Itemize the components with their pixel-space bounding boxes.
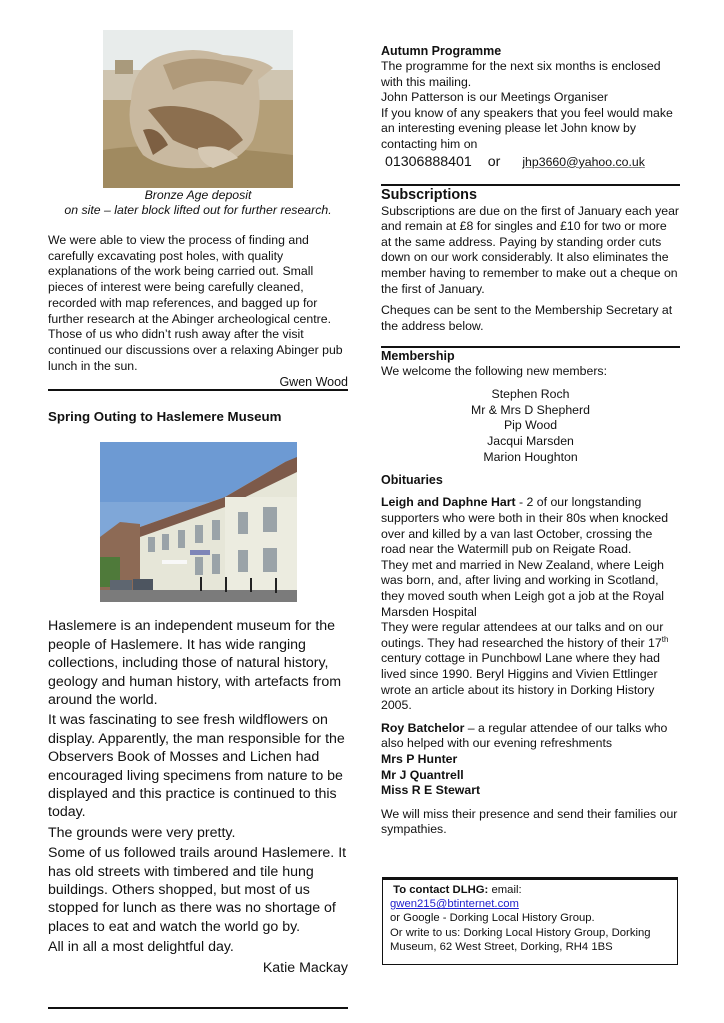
obituary-roy [381,721,680,752]
obituary-name: Roy Batchelor [381,720,465,735]
obituary-text: – a regular attendee of our talks who also helped with our evening refreshments [381,720,668,751]
outing-paragraph-4: Some of us followed trails around Haslemere. It has old streets with timbered and tile hung buildings. Others shopped, but most of us stopped for lunch as there was no shortage of places to eat and watch the world go by. [48,845,347,935]
autumn-line-3: If you know of any speakers that you feel would make an interesting evening please let John know by contacting him on [381,105,673,151]
subscriptions-text: Subscriptions are due on the first of January each year and remain at £8 for singles and £10 for two or more at the same address. Paying by standing order cuts down on our work considerably. It also eliminates the member having to remember to make out a cheque on the first of January. [381,203,680,296]
bottom-divider [48,1007,348,1009]
obituary-name: Mrs P Hunter [381,751,458,766]
left-column [48,30,348,1009]
or-text: or [487,153,501,170]
obituary-hart-bio: They met and married in New Zealand, where Leigh was born, and, after living and working in Scotland, they moved south when Leigh got a job at the Royal Marsden Hospital [381,557,665,619]
member-name: Pip Wood [503,418,558,433]
outing-paragraph-3: The grounds were very pretty. [48,824,236,841]
excavation-paragraph: We were able to view the process of finding and carefully excavating post holes, with quality explanations of the work being carried out. Small pieces of interest were being carefully cleaned, recorded with map references, and bagged up for further research at the Abinger archeological centre. Those of us who didn’t rush away after the visit continued our discussions over a relaxing Abinger pub lunch in the sun. [48,233,343,373]
excavation-author: Gwen Wood [279,375,348,390]
google-text: or Google - Dorking Local History Group. [390,912,595,925]
photo-caption-line2: on site – later block lifted out for further research. [64,203,332,217]
obituary-name: Mr J Quantrell [381,767,464,782]
subscriptions-heading: Subscriptions [381,186,477,203]
outing-heading: Spring Outing to Haslemere Museum [48,409,282,425]
section-divider [381,184,680,186]
contact-row [381,154,680,170]
organiser-email-link[interactable]: jhp3660@yahoo.co.uk [522,154,645,169]
cheques-text: Cheques can be sent to the Membership Secretary at the address below. [381,303,673,333]
membership-heading: Membership [381,349,455,364]
obituary-name: Miss R E Stewart [381,783,481,798]
member-name: Stephen Roch [491,386,570,401]
section-divider [48,389,348,391]
obituary-hart [381,495,680,557]
outing-paragraph-2: It was fascinating to see fresh wildflowers on display. Apparently, the man responsible for the Observers Book of Mosses and Lichen had encouraged living specimens from nature to be displayed and this practice is continued to this today. [48,712,345,821]
obituary-text: - 2 of our longstanding supporters who were both in their 80s when knocked over and killed by a van last October, crossing the road near the Watermill pub on Reigate Road. [381,495,669,557]
contact-label: To contact DLHG: [393,884,489,896]
dlhg-email-link[interactable]: gwen215@btinternet.com [390,898,519,911]
section-divider [381,346,680,348]
email-label: email: [488,884,522,896]
member-name: Jacqui Marsden [487,434,574,449]
ordinal-suffix: th [661,634,669,644]
obituary-text: They were regular attendees at our talks and on our outings. They had researched the history of their 17 [381,620,664,650]
bronze-age-deposit-photo [103,30,293,188]
obituary-text: century cottage in Punchbowl Lane where they had lived since 1990. Beryl Higgins and Vivien Ettlinger wrote an article about its history in Dorking History 2005. [381,651,660,713]
autumn-line-1: The programme for the next six months is enclosed with this mailing. [381,59,661,89]
contact-box [382,877,678,965]
new-members-list [381,387,680,466]
autumn-line-2: John Patterson is our Meetings Organiser [381,90,608,105]
obituary-name: Leigh and Daphne Hart [381,495,516,510]
postal-address: Or write to us: Dorking Local History Group, Dorking Museum, 62 West Street, Dorking, RH4 1BS [390,926,651,953]
haslemere-museum-photo [100,442,297,602]
autumn-heading: Autumn Programme [381,44,502,58]
obituary-hart-history [381,620,680,714]
photo-caption-line1: Bronze Age deposit [144,188,252,202]
obituary-closing: We will miss their presence and send their families our sympathies. [381,806,678,837]
outing-author: Katie Mackay [262,959,348,976]
outing-paragraph-5: All in all a most delightful day. [48,939,234,956]
member-name: Marion Houghton [483,449,578,464]
phone-number: 01306888401 [385,153,472,170]
member-name: Mr & Mrs D Shepherd [471,402,590,417]
contact-heading-line [390,883,671,897]
membership-intro: We welcome the following new members: [381,364,607,379]
right-column [381,44,680,838]
obituaries-heading: Obituaries [381,473,443,488]
outing-paragraph-1: Haslemere is an independent museum for the people of Haslemere. It has wide ranging collections, including those of natural history, geology and human history, with artefacts from around the world. [48,618,342,708]
obituary-other-names [381,752,680,799]
